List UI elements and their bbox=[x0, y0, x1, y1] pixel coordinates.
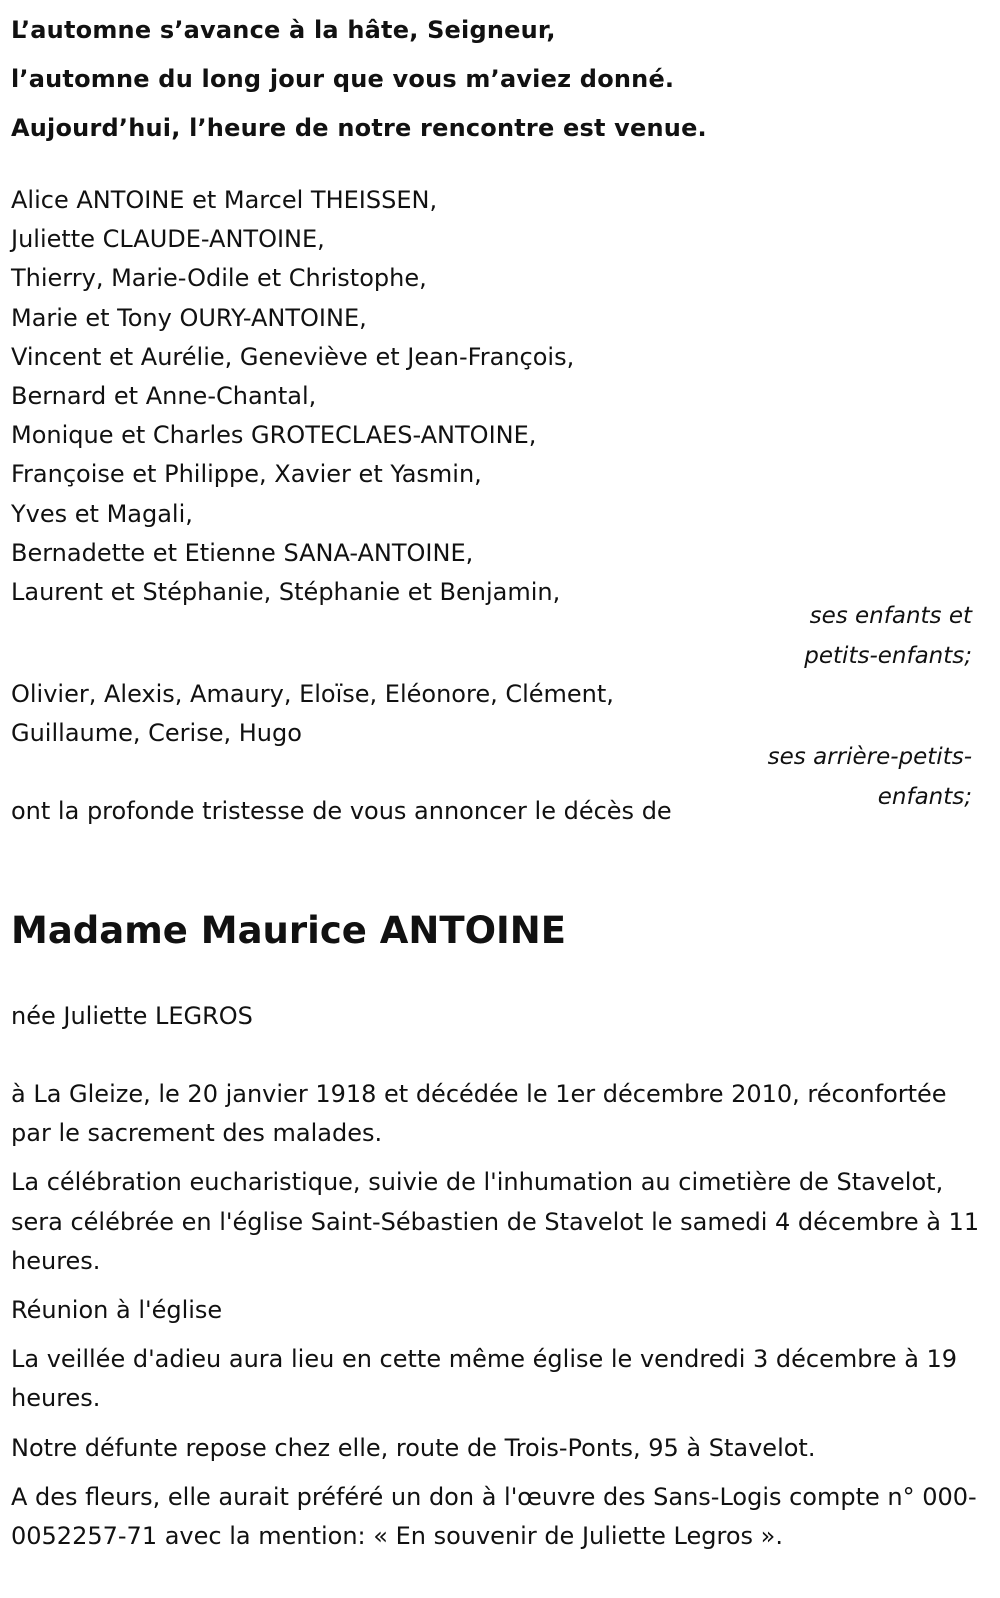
vigil-paragraph: La veillée d'adieu aura lieu en cette même église le vendredi 3 décembre à 19 heures. bbox=[11, 1345, 958, 1413]
relation-line: enfants; bbox=[877, 784, 972, 810]
relation-line: ses arrière-petits- bbox=[767, 744, 972, 770]
children-list bbox=[11, 181, 711, 612]
deceased-name: Madame Maurice ANTOINE bbox=[11, 909, 567, 952]
family-line: Bernard et Anne-Chantal, bbox=[11, 382, 317, 411]
family-line: Juliette CLAUDE-ANTOINE, bbox=[11, 225, 325, 254]
great-grandchildren-relation-label bbox=[712, 737, 972, 817]
poem-line-2: l’automne du long jour que vous m’aviez donné. bbox=[11, 65, 675, 93]
relation-line: ses enfants et bbox=[809, 603, 972, 629]
family-line: Olivier, Alexis, Amaury, Eloïse, Eléonore, Clément, bbox=[11, 680, 614, 708]
details-section bbox=[11, 1075, 981, 1566]
poem-line-3: Aujourd’hui, l’heure de notre rencontre est venue. bbox=[11, 114, 707, 142]
family-line: Bernadette et Etienne SANA-ANTOINE, bbox=[11, 538, 474, 567]
maiden-name: née Juliette LEGROS bbox=[11, 1002, 253, 1030]
poem-line-1: L’automne s’avance à la hâte, Seigneur, bbox=[11, 16, 556, 44]
family-line: Françoise et Philippe, Xavier et Yasmin, bbox=[11, 460, 482, 489]
birth-death-paragraph: à La Gleize, le 20 janvier 1918 et décédée le 1er décembre 2010, réconfortée par le sacrement des malades. bbox=[11, 1080, 947, 1148]
family-line: Thierry, Marie-Odile et Christophe, bbox=[11, 264, 427, 293]
relation-line: petits-enfants; bbox=[804, 643, 972, 669]
family-line: Alice ANTOINE et Marcel THEISSEN, bbox=[11, 186, 438, 214]
family-line: Yves et Magali, bbox=[11, 499, 193, 528]
family-line: Guillaume, Cerise, Hugo bbox=[11, 719, 302, 748]
family-line: Monique et Charles GROTECLAES-ANTOINE, bbox=[11, 421, 537, 450]
donation-paragraph: A des fleurs, elle aurait préféré un don à l'œuvre des Sans-Logis compte n° 000-0052257-71 avec la mention: « En souvenir de Juliette Legros ». bbox=[11, 1482, 977, 1551]
great-grandchildren-list bbox=[11, 675, 711, 753]
repose-paragraph: Notre défunte repose chez elle, route de Trois-Ponts, 95 à Stavelot. bbox=[11, 1433, 816, 1462]
children-relation-label bbox=[712, 596, 972, 676]
family-line: Marie et Tony OURY-ANTOINE, bbox=[11, 303, 367, 332]
gathering-paragraph: Réunion à l'église bbox=[11, 1296, 223, 1325]
family-line: Vincent et Aurélie, Geneviève et Jean-François, bbox=[11, 342, 575, 371]
ceremony-paragraph: La célébration eucharistique, suivie de l'inhumation au cimetière de Stavelot, sera célébrée en l'église Saint-Sébastien de Stavelot le samedi 4 décembre à 11 heures. bbox=[11, 1168, 980, 1275]
family-line: Laurent et Stéphanie, Stéphanie et Benjamin, bbox=[11, 578, 561, 607]
opening-poem bbox=[11, 6, 971, 153]
announcement-text: ont la profonde tristesse de vous annoncer le décès de bbox=[11, 797, 672, 825]
